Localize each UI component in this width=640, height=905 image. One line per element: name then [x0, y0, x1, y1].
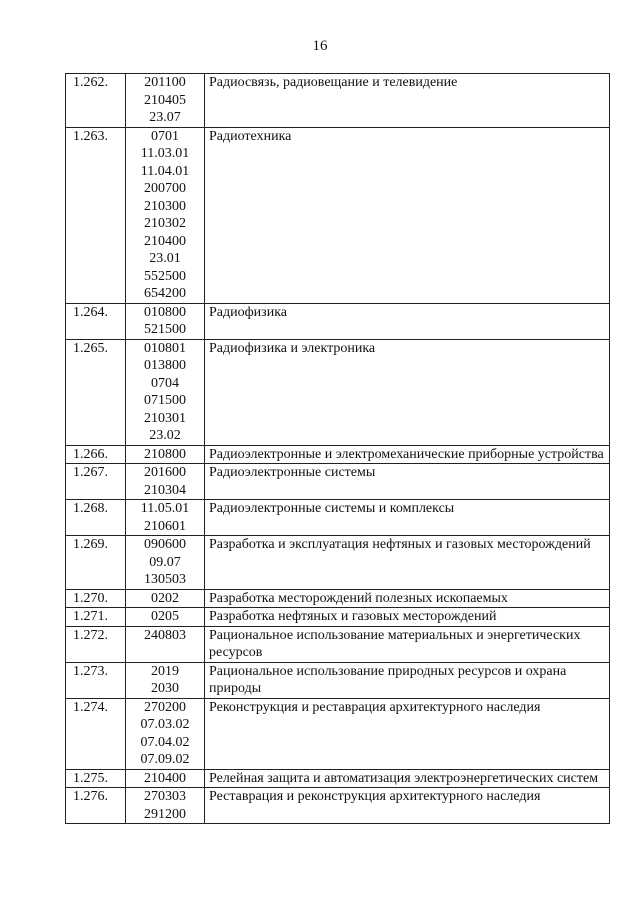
- specialty-codes: [126, 464, 205, 500]
- specialty-code: 270303: [144, 789, 186, 804]
- row-number: 1.271.: [66, 608, 126, 627]
- specialty-codes: [126, 788, 205, 824]
- specialty-name: Рациональное использование природных ресурсов и охрана природы: [205, 662, 610, 698]
- specialty-code: 210405: [144, 92, 186, 108]
- specialty-code: 071500: [144, 393, 186, 408]
- specialty-codes: [126, 127, 205, 303]
- specialty-codes: [126, 339, 205, 445]
- table-row: [66, 626, 610, 662]
- specialty-name: Разработка месторождений полезных ископаемых: [205, 589, 610, 608]
- specialty-code: 010800: [144, 304, 186, 320]
- table-row: [66, 662, 610, 698]
- specialty-name: Релейная защита и автоматизация электроэнергетических систем: [205, 769, 610, 788]
- table-row: [66, 127, 610, 303]
- row-number: 1.268.: [66, 500, 126, 536]
- specialty-name: Радиоэлектронные системы: [205, 464, 610, 500]
- row-number: 1.263.: [66, 127, 126, 303]
- row-number: 1.272.: [66, 626, 126, 662]
- specialty-codes: [126, 698, 205, 769]
- row-number: 1.273.: [66, 662, 126, 698]
- specialty-code: 210302: [144, 216, 186, 231]
- table-row: [66, 464, 610, 500]
- specialties-table: [65, 73, 610, 824]
- specialty-name: Разработка нефтяных и газовых месторождений: [205, 608, 610, 627]
- specialty-name: Радиофизика и электроника: [205, 339, 610, 445]
- specialty-codes: [126, 608, 205, 627]
- specialty-name: Радиоэлектронные и электромеханические приборные устройства: [205, 445, 610, 464]
- specialty-code: 210800: [144, 446, 186, 462]
- specialty-code: 200700: [144, 181, 186, 196]
- specialty-name: Рациональное использование материальных и энергетических ресурсов: [205, 626, 610, 662]
- row-number: 1.266.: [66, 445, 126, 464]
- specialty-codes: [126, 445, 205, 464]
- specialty-code: 130503: [144, 572, 186, 587]
- specialty-code: 090600: [144, 537, 186, 552]
- specialty-code: 013800: [144, 358, 186, 373]
- specialty-code: 07.09.02: [140, 752, 190, 767]
- specialty-codes: [126, 536, 205, 590]
- specialty-name: Реставрация и реконструкция архитектурного наследия: [205, 788, 610, 824]
- specialty-code: 240803: [144, 627, 186, 643]
- row-number: 1.262.: [66, 74, 126, 128]
- row-number: 1.269.: [66, 536, 126, 590]
- specialty-name: Реконструкция и реставрация архитектурного наследия: [205, 698, 610, 769]
- specialty-codes: [126, 626, 205, 662]
- row-number: 1.276.: [66, 788, 126, 824]
- specialty-code: 23.07: [149, 110, 181, 125]
- specialty-codes: [126, 769, 205, 788]
- specialty-code: 201600: [144, 465, 186, 480]
- specialty-code: 210300: [144, 198, 186, 214]
- specialty-code: 23.02: [149, 428, 181, 443]
- specialty-code: 654200: [144, 286, 186, 301]
- specialty-code: 09.07: [149, 554, 181, 570]
- specialty-name: Радиофизика: [205, 303, 610, 339]
- specialty-codes: [126, 662, 205, 698]
- specialty-code: 0202: [151, 590, 179, 606]
- table-row: [66, 445, 610, 464]
- specialty-code: 0704: [151, 375, 179, 391]
- table-row: [66, 536, 610, 590]
- specialty-name: Разработка и эксплуатация нефтяных и газовых месторождений: [205, 536, 610, 590]
- specialty-code: 07.03.02: [140, 717, 190, 732]
- specialty-code: 210304: [144, 482, 186, 498]
- specialty-code: 210400: [144, 233, 186, 249]
- specialty-code: 2030: [151, 681, 179, 696]
- row-number: 1.270.: [66, 589, 126, 608]
- specialty-code: 521500: [144, 322, 186, 337]
- specialty-code: 11.04.01: [140, 163, 190, 179]
- row-number: 1.264.: [66, 303, 126, 339]
- row-number: 1.265.: [66, 339, 126, 445]
- specialty-codes: [126, 74, 205, 128]
- table-row: [66, 608, 610, 627]
- specialty-name: Радиосвязь, радиовещание и телевидение: [205, 74, 610, 128]
- specialty-code: 0701: [151, 128, 179, 144]
- specialty-code: 07.04.02: [140, 734, 190, 750]
- specialty-codes: [126, 589, 205, 608]
- specialty-code: 0205: [151, 609, 179, 624]
- specialty-code: 010801: [144, 340, 186, 356]
- table-row: [66, 769, 610, 788]
- specialty-name: Радиотехника: [205, 127, 610, 303]
- row-number: 1.275.: [66, 769, 126, 788]
- row-number: 1.267.: [66, 464, 126, 500]
- specialty-code: 2019: [151, 663, 179, 679]
- specialty-name: Радиоэлектронные системы и комплексы: [205, 500, 610, 536]
- specialty-code: 23.01: [149, 251, 181, 266]
- specialty-code: 552500: [144, 268, 186, 284]
- specialty-code: 11.05.01: [140, 501, 190, 516]
- table-row: [66, 500, 610, 536]
- specialty-code: 270200: [144, 699, 186, 715]
- specialty-code: 201100: [144, 75, 186, 90]
- specialty-code: 291200: [144, 806, 186, 822]
- table-row: [66, 339, 610, 445]
- page-number: 16: [312, 38, 328, 54]
- specialty-code: 11.03.01: [140, 146, 190, 161]
- row-number: 1.274.: [66, 698, 126, 769]
- specialty-codes: [126, 303, 205, 339]
- table-row: [66, 698, 610, 769]
- specialty-code: 210400: [144, 770, 186, 786]
- table-row: [66, 74, 610, 128]
- specialty-code: 210301: [144, 410, 186, 426]
- table-row: [66, 303, 610, 339]
- specialty-codes: [126, 500, 205, 536]
- table-body: [66, 74, 610, 824]
- specialty-code: 210601: [144, 518, 186, 534]
- table-row: [66, 788, 610, 824]
- table-row: [66, 589, 610, 608]
